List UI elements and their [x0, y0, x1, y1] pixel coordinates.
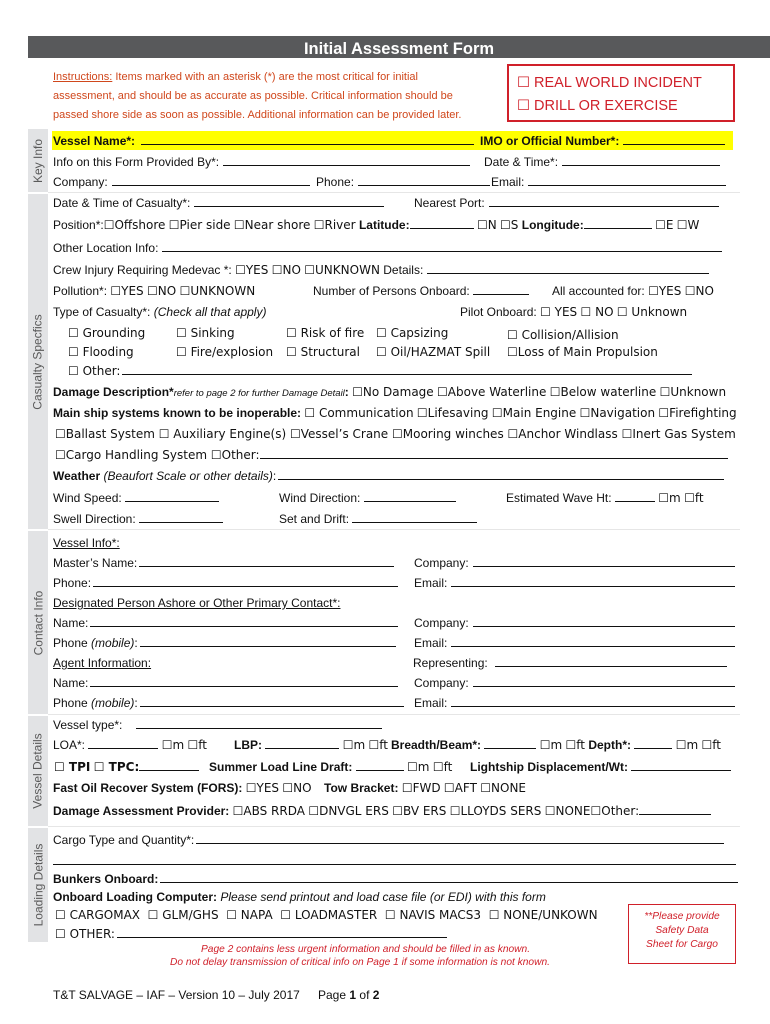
fors-row[interactable]: Fast Oil Recover System (FORS): ☐YES ☐NO: [53, 781, 312, 795]
sinking-checkbox[interactable]: ☐ Sinking: [176, 326, 235, 340]
page2-note: Page 2 contains less urgent information and should be filled in as known.: [201, 944, 531, 955]
tow-bracket-row[interactable]: Tow Bracket: ☐FWD ☐AFT ☐NONE: [324, 781, 527, 795]
casualty-label: Casualty Specfics: [31, 313, 45, 410]
vessel-type-field[interactable]: Vessel type*:: [53, 718, 382, 732]
footer-version: T&T SALVAGE – IAF – Version 10 – July 2017: [53, 988, 300, 1002]
agent-name-field[interactable]: Name:: [53, 676, 398, 690]
dpa-email-field[interactable]: Email:: [414, 636, 735, 650]
instructions-line-1: Instructions: Items marked with an asterisk (*) are the most critical for initial: [53, 71, 418, 83]
flooding-checkbox[interactable]: ☐ Flooding: [68, 345, 134, 359]
damage-description-row[interactable]: Damage Description*refer to page 2 for further Damage Detail: ☐No Damage ☐Above Waterline ☐Below waterline ☐Unknown: [53, 385, 727, 399]
main-systems-row[interactable]: Main ship systems known to be inoperable: ☐ Communication ☐Lifesaving ☐Main Engine ☐Navigation ☐Firefighting: [53, 406, 737, 420]
collision-checkbox[interactable]: ☐ Collision/Allision: [507, 328, 619, 342]
all-accounted-row[interactable]: All accounted for: ☐YES ☐NO: [552, 284, 714, 298]
weather-field[interactable]: Weather (Beaufort Scale or other details):: [53, 469, 724, 483]
pollution-row[interactable]: Pollution*: ☐YES ☐NO ☐UNKNOWN: [53, 284, 256, 298]
agent-company-field[interactable]: Company:: [414, 676, 735, 690]
bunkers-field[interactable]: Bunkers Onboard:: [53, 872, 738, 886]
cargo-field[interactable]: Cargo Type and Quantity*:: [53, 833, 724, 847]
lbp-field[interactable]: LBP: ☐m ☐ft: [234, 738, 388, 752]
vessel-info-heading: Vessel Info*:: [53, 536, 120, 550]
vessel-name-field[interactable]: Vessel Name*:: [53, 134, 474, 148]
structural-checkbox[interactable]: ☐ Structural: [286, 345, 360, 359]
divider: [48, 529, 740, 530]
lightship-field[interactable]: Lightship Displacement/Wt:: [470, 760, 731, 774]
grounding-checkbox[interactable]: ☐ Grounding: [68, 326, 146, 340]
tpi-tpc-field[interactable]: ☐ TPI ☐ TPC:: [54, 760, 199, 774]
casualty-date-field[interactable]: Date & Time of Casualty*:: [53, 196, 384, 210]
loading-software-row[interactable]: ☐ CARGOMAX ☐ GLM/GHS ☐ NAPA ☐ LOADMASTER ☐ NAVIS MACS3 ☐ NONE/UNKOWN: [55, 908, 598, 922]
master-phone-field[interactable]: Phone:: [53, 576, 398, 590]
contact-label: Contact Info: [31, 590, 45, 655]
key-info-label: Key Info: [31, 138, 45, 183]
loading-label: Loading Details: [31, 843, 46, 927]
agent-email-field[interactable]: Email:: [414, 696, 735, 710]
loading-other-field[interactable]: ☐ OTHER:: [55, 927, 447, 941]
drill-exercise-checkbox[interactable]: ☐ DRILL OR EXERCISE: [517, 98, 678, 114]
fire-explosion-checkbox[interactable]: ☐ Fire/explosion: [176, 345, 274, 359]
persons-onboard-field[interactable]: Number of Persons Onboard:: [313, 284, 529, 298]
provided-by-field[interactable]: Info on this Form Provided By*:: [53, 155, 470, 169]
nearest-port-field[interactable]: Nearest Port:: [414, 196, 719, 210]
position-row[interactable]: Position*:☐Offshore ☐Pier side ☐Near shore ☐River Latitude: ☐N ☐S Longitude: ☐E ☐W: [53, 218, 700, 232]
imo-field[interactable]: IMO or Official Number*:: [480, 134, 725, 148]
wind-speed-field[interactable]: Wind Speed:: [53, 491, 219, 505]
divider: [48, 192, 740, 193]
agent-phone-field[interactable]: Phone (mobile):: [53, 696, 404, 710]
wind-direction-field[interactable]: Wind Direction:: [279, 491, 456, 505]
master-company-field[interactable]: Company:: [414, 556, 735, 570]
instructions-line-3: passed shore side as soon as possible. Additional information can be provided later.: [53, 109, 462, 121]
loss-propulsion-checkbox[interactable]: ☐Loss of Main Propulsion: [507, 345, 658, 359]
dpa-company-field[interactable]: Company:: [414, 616, 735, 630]
pilot-onboard-row[interactable]: Pilot Onboard: ☐ YES ☐ NO ☐ Unknown: [460, 305, 688, 319]
swell-direction-field[interactable]: Swell Direction:: [53, 512, 223, 526]
systems-row-2[interactable]: ☐Ballast System ☐ Auxiliary Engine(s) ☐Vessel’s Crane ☐Mooring winches ☐Anchor Windlass ☐Inert Gas System: [55, 427, 736, 441]
set-drift-field[interactable]: Set and Drift:: [279, 512, 477, 526]
agent-heading: Agent Information:: [53, 656, 152, 670]
real-incident-checkbox[interactable]: ☐ REAL WORLD INCIDENT: [517, 75, 702, 91]
crew-injury-row[interactable]: Crew Injury Requiring Medevac *: ☐YES ☐NO ☐UNKNOWN Details:: [53, 263, 709, 277]
loading-computer-row: Onboard Loading Computer: Please send printout and load case file (or EDI) with this form: [53, 890, 546, 904]
oil-hazmat-checkbox[interactable]: ☐ Oil/HAZMAT Spill: [376, 345, 491, 359]
divider: [48, 714, 740, 715]
delay-note: Do not delay transmission of critical info on Page 1 if some information is not known.: [170, 957, 550, 968]
representing-field[interactable]: Representing:: [413, 656, 727, 670]
dpa-heading: Designated Person Ashore or Other Primary Contact*:: [53, 596, 341, 610]
master-email-field[interactable]: Email:: [414, 576, 735, 590]
master-name-field[interactable]: Master’s Name:: [53, 556, 394, 570]
systems-row-3[interactable]: ☐Cargo Handling System ☐Other:: [55, 448, 728, 462]
instructions-line-2: assessment, and should be as accurate as possible. Critical information should be: [53, 90, 453, 102]
dpa-name-field[interactable]: Name:: [53, 616, 398, 630]
wave-height-field[interactable]: Estimated Wave Ht: ☐m ☐ft: [506, 491, 704, 505]
summer-draft-field[interactable]: Summer Load Line Draft: ☐m ☐ft: [209, 760, 453, 774]
risk-fire-checkbox[interactable]: ☐ Risk of fire: [286, 326, 365, 340]
other-casualty-field[interactable]: ☐ Other:: [68, 364, 692, 378]
divider: [48, 826, 740, 827]
vessel-label: Vessel Details: [31, 733, 45, 809]
other-location-field[interactable]: Other Location Info:: [53, 241, 722, 255]
breadth-field[interactable]: Breadth/Beam*: ☐m ☐ft Depth*: ☐m ☐ft: [391, 738, 721, 752]
phone-field[interactable]: Phone:: [316, 175, 490, 189]
cargo-line-2[interactable]: [53, 864, 736, 865]
email-field[interactable]: Email:: [491, 175, 726, 189]
date-time-field[interactable]: Date & Time*:: [484, 155, 720, 169]
footer-page: Page 1 of 2: [318, 988, 380, 1002]
sds-note: **Please provide Safety Data Sheet for Cargo: [644, 911, 720, 950]
damage-provider-row[interactable]: Damage Assessment Provider: ☐ABS RRDA ☐DNVGL ERS ☐BV ERS ☐LLOYDS SERS ☐NONE☐Other:: [53, 804, 711, 818]
type-casualty-label: Type of Casualty*: (Check all that apply): [53, 305, 267, 319]
company-field[interactable]: Company:: [53, 175, 310, 189]
loa-field[interactable]: LOA*: ☐m ☐ft: [53, 738, 207, 752]
dpa-phone-field[interactable]: Phone (mobile):: [53, 636, 396, 650]
capsizing-checkbox[interactable]: ☐ Capsizing: [376, 326, 449, 340]
form-title: Initial Assessment Form: [28, 36, 770, 60]
